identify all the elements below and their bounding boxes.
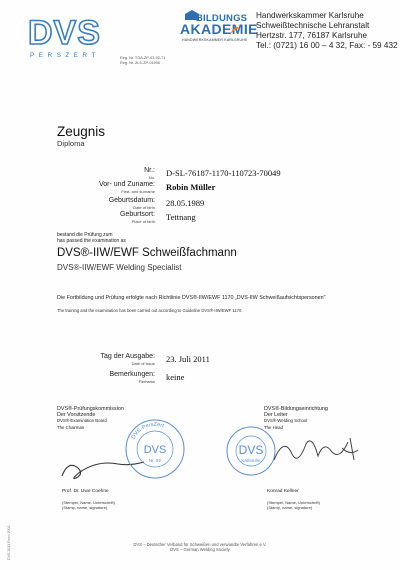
board-line-3: DVS®-Examination Board — [57, 418, 107, 424]
stamp-right-city: Karlsruhe — [241, 458, 261, 463]
head-note-1: (Stempel, Name, Unterschrift) — [267, 500, 320, 505]
passed-statement — [57, 232, 126, 244]
training-statement-en: The training and the examination has been carried out according to Guideline DVS®-IIW/EWF 1170. — [57, 308, 243, 313]
remarks-label-en: Remarks — [138, 379, 155, 384]
remarks-label: Bemerkungen: — [109, 371, 155, 378]
head-name: Konrad Kellner — [267, 489, 299, 494]
issue-date-label: Tag der Ausgabe: — [100, 353, 155, 360]
stamp-left-number: Nr. 92 — [148, 458, 162, 463]
footer-line-1: DVS – Deutscher Verband für Schweißen und verwandte Verfahren e.V. — [133, 542, 267, 547]
remarks-value: keine — [166, 372, 185, 382]
passed-de: bestand die Prüfung zum — [57, 232, 113, 238]
issuer-line-3: Hertzstr. 177, 76187 Karlsruhe — [256, 31, 368, 40]
examination-board-block — [57, 406, 124, 431]
birthplace-label-en: Place of birth — [131, 219, 155, 224]
academy-title-main: AKADEMIE — [180, 21, 258, 37]
head-note-2: (Stamp, name, signature) — [267, 505, 313, 510]
academy-tagline: HANDWERKSKAMMER KARLSRUHE — [182, 38, 248, 42]
nr-label-en: No. — [148, 175, 155, 180]
qualification-title: DVS®-IIW/EWF Schweißfachmann — [57, 247, 237, 259]
school-line-2: Der Leiter — [264, 412, 288, 419]
qualification-title-en: DVS®-IIW/EWF Welding Specialist — [57, 263, 182, 272]
issuer-address — [256, 11, 398, 51]
dvs-logo: DVS — [28, 14, 101, 52]
passed-en: has passed the examination as — [57, 238, 126, 244]
birthplace-value: Tettnang — [166, 212, 196, 222]
issue-date-label-en: Date of issue — [131, 361, 155, 366]
school-line-4: The Head — [264, 424, 283, 430]
dvs-perszert-text: PERSZERT — [30, 52, 100, 59]
school-line-3: DVS®-Welding School — [264, 418, 308, 424]
training-statement-de: Die Fortbildung und Prüfung erfolgte nach Richtlinie DVS®-IIW/EWF 1170 „DVS-IIW Schweißaufsichtspersonen" — [57, 295, 326, 301]
birthplace-label: Geburtsort: — [119, 211, 155, 218]
issuer-line-1: Handwerkskammer Karlsruhe — [256, 11, 364, 20]
board-line-1: DVS®-Prüfungskommission — [57, 406, 124, 412]
form-number-side-text: DVS 2011 Form 2002 — [7, 525, 11, 560]
board-line-4: The Chairman — [57, 424, 85, 430]
issuer-line-2: Schweißtechnische Lehranstalt — [256, 21, 370, 30]
holder-name: Robin Müller — [166, 182, 216, 192]
chairman-note-1: (Stempel, Name, Unterschrift) — [62, 500, 115, 505]
school-line-1: DVS®-Bildungseinrichtung — [264, 406, 328, 412]
certificate-number: D-SL-76187-1170-110723-70049 — [166, 168, 281, 178]
chairman-name: Prof. Dr. Uwe Coehne — [62, 489, 109, 494]
footer — [0, 542, 400, 553]
footer-line-2: DVS – German Welding Society — [170, 547, 230, 553]
svg-text:DVS-PersZert — [131, 422, 165, 440]
name-label: Vor- und Zuname: — [98, 181, 155, 188]
chairman-stamp-note — [62, 500, 115, 510]
issuer-line-4: Tel.: (0721) 16 00 – 4 32, Fax: - 59 432 — [256, 41, 398, 50]
head-stamp-note — [267, 500, 320, 510]
head-signature — [270, 430, 360, 470]
birthdate-value: 28.05.1989 — [166, 198, 205, 208]
stamp-right-center: DVS — [238, 443, 264, 457]
document-subtitle: Diploma — [57, 139, 85, 148]
reg-number-2: Reg. Nr. ZLS-ZP-01996 — [120, 61, 160, 65]
registration-numbers — [120, 56, 165, 66]
name-label-en: First- and surname — [121, 189, 155, 194]
nr-label: Nr.: — [144, 167, 155, 174]
academy-title-top: BILDUNGS — [196, 13, 248, 24]
issue-date-value: 23. Juli 2011 — [166, 354, 210, 364]
stamp-left-ring-text: DVS-PersZert — [130, 421, 165, 441]
document-title: Zeugnis — [57, 124, 106, 139]
birthdate-label-en: Date of birth — [133, 205, 155, 210]
birthdate-label: Geburtsdatum: — [108, 197, 155, 204]
reg-number-1: Reg. Nr. TGA-ZP-03-92-71 — [120, 56, 166, 60]
chairman-note-2: (Stamp, name, signature) — [62, 505, 108, 510]
academy-swoosh-icon — [229, 25, 241, 37]
board-line-2: Der Vorsitzende — [57, 412, 96, 419]
perszert-stamp-icon — [124, 418, 186, 480]
stamp-left-center: DVS — [143, 444, 167, 456]
